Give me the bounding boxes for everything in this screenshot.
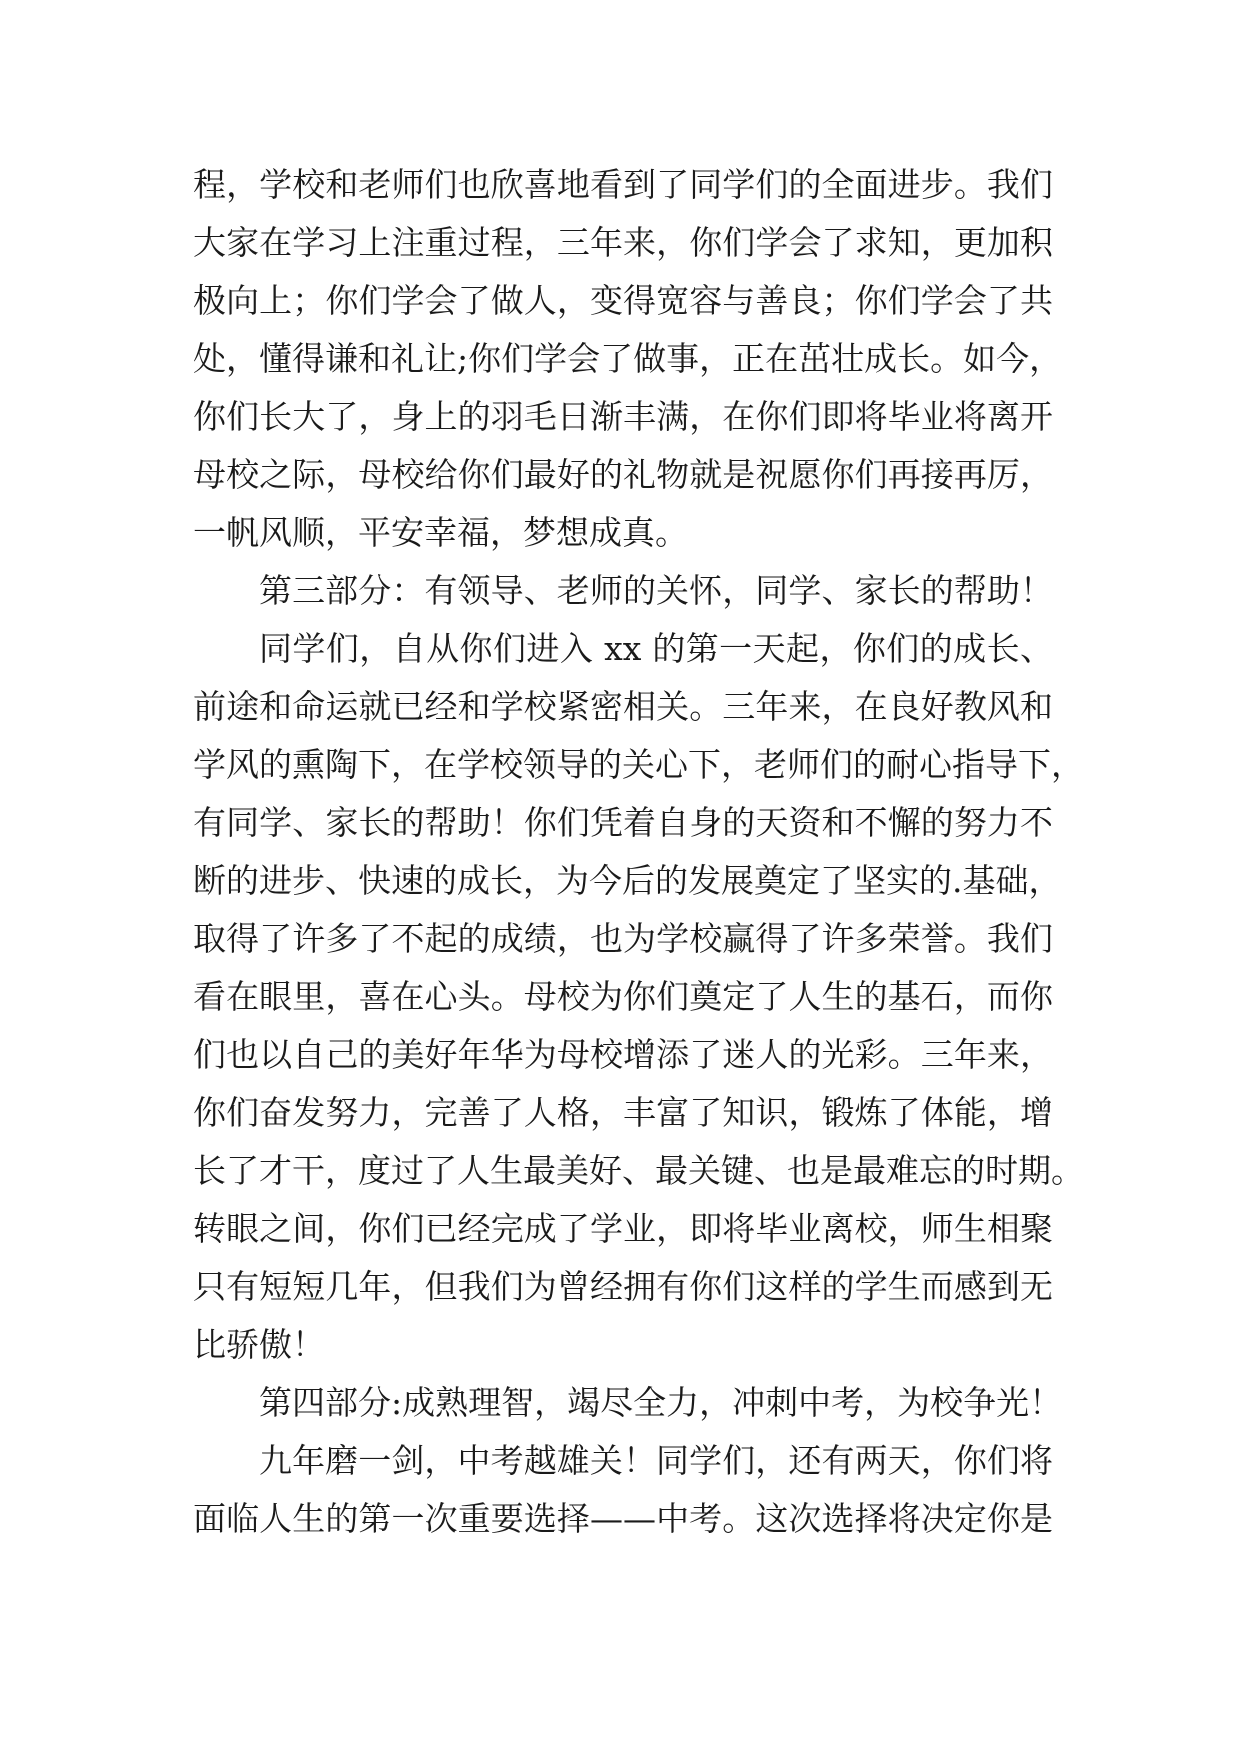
text-line: 你们奋发努力，完善了人格，丰富了知识，锻炼了体能，增 xyxy=(193,1093,1053,1132)
text-line: 一帆风顺，平安幸福，梦想成真。 xyxy=(193,513,688,552)
text-line: 长了才干，度过了人生最美好、最关键、也是最难忘的时期。 xyxy=(193,1151,1084,1190)
text-line: 有同学、家长的帮助！你们凭着自身的天资和不懈的努力不 xyxy=(193,803,1053,842)
text-line: 们也以自己的美好年华为母校增添了迷人的光彩。三年来， xyxy=(193,1035,1053,1074)
text-line: 同学们，自从你们进入 xx 的第一天起，你们的成长、 xyxy=(259,629,1053,668)
text-line: 母校之际，母校给你们最好的礼物就是祝愿你们再接再厉， xyxy=(193,455,1053,494)
text-line: 极向上；你们学会了做人，变得宽容与善良；你们学会了共 xyxy=(193,281,1053,320)
text-line: 断的进步、快速的成长，为今后的发展奠定了坚实的.基础， xyxy=(193,861,1062,900)
text-line: 第三部分：有领导、老师的关怀，同学、家长的帮助！ xyxy=(259,571,1053,610)
text-line: 你们长大了，身上的羽毛日渐丰满，在你们即将毕业将离开 xyxy=(193,397,1053,436)
text-line: 处，懂得谦和礼让;你们学会了做事，正在茁壮成长。如今， xyxy=(193,339,1063,378)
text-line: 第四部分:成熟理智，竭尽全力，冲刺中考，为校争光！ xyxy=(259,1383,1063,1422)
text-line: 看在眼里，喜在心头。母校为你们奠定了人生的基石，而你 xyxy=(193,977,1053,1016)
document-body xyxy=(193,156,1084,1548)
text-line: 学风的熏陶下，在学校领导的关心下，老师们的耐心指导下， xyxy=(193,745,1084,784)
text-line: 比骄傲！ xyxy=(193,1325,325,1364)
text-line: 转眼之间，你们已经完成了学业，即将毕业离校，师生相聚 xyxy=(193,1209,1053,1248)
text-line: 大家在学习上注重过程，三年来，你们学会了求知，更加积 xyxy=(193,223,1053,262)
text-line: 面临人生的第一次重要选择——中考。这次选择将决定你是 xyxy=(193,1499,1053,1538)
text-line: 前途和命运就已经和学校紧密相关。三年来，在良好教风和 xyxy=(193,687,1053,726)
text-line: 程，学校和老师们也欣喜地看到了同学们的全面进步。我们 xyxy=(193,165,1053,204)
text-line: 只有短短几年，但我们为曾经拥有你们这样的学生而感到无 xyxy=(193,1267,1053,1306)
text-line: 取得了许多了不起的成绩，也为学校赢得了许多荣誉。我们 xyxy=(193,919,1053,958)
text-line: 九年磨一剑，中考越雄关！同学们，还有两天，你们将 xyxy=(259,1441,1053,1480)
